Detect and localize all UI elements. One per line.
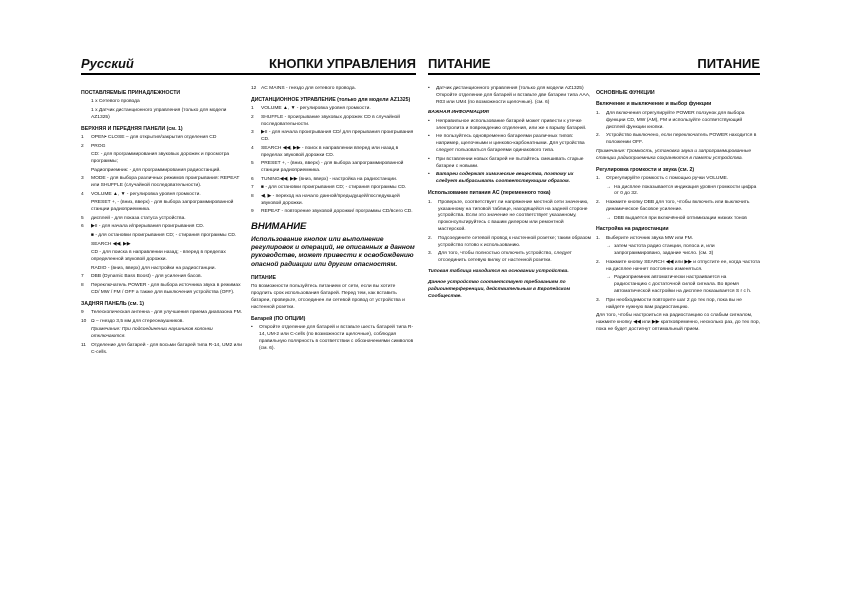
radio-list-2 — [596, 260, 760, 274]
item-number — [81, 152, 91, 166]
list-item — [81, 144, 245, 151]
bullet-text: Откройте отделение для батарей и вставьте шесть батарей типа R-14, UM-2 или C-cells (по возможности щелочные), соблюдая правильную полярность в соответствии с обозначениями символов (см. 6). — [259, 325, 414, 352]
radio-arrow-2: → Радиоприемник автоматически настраивается на радиостанцию с достаточной силой сигнала. Во время автоматической настройки на дисплее показывается S r c h. — [596, 275, 760, 296]
item-text: PRESET +, - (вниз, вверх) - для выбора запрограммированной станции радиоприемника. — [91, 200, 234, 213]
item-text: SEARCH ◀◀, ▶▶ - поиск в направлении вперед или назад в пределах звуковой дорожки CD. — [261, 145, 399, 158]
list-item — [596, 111, 760, 132]
bullet-icon: • — [428, 118, 430, 124]
list-item — [81, 283, 245, 297]
item-text: ■ - для остановки проигрывания CD; - стирания программы CD. — [91, 232, 237, 238]
bullet-item — [428, 134, 592, 155]
item-text: Нажмите кнопку DBB для того, чтобы включить или выключить динамическое басовое усиление. — [606, 200, 750, 212]
radio-tail: Для того, чтобы настроиться на радиостанцию со слабым сигналом, нажмите кнопку ◀◀ или ▶▶ кратковременно, несколько раз, до тех пор, пока не будет достигнут оптимальный прием. — [596, 313, 760, 333]
bullet-icon: • — [428, 134, 430, 140]
item-text: VOLUME ▲, ▼ - регулировка уровня громкости. — [261, 106, 371, 112]
item-text: Устройство выключено, если переключатель POWER находится в положении OFF. — [606, 133, 757, 146]
item-number: 8 — [251, 193, 254, 199]
list-item — [428, 251, 592, 265]
item-text: Радиоприемник: - для программирования радиостанций. — [91, 167, 221, 173]
column-4 — [596, 86, 760, 336]
list-item — [596, 260, 760, 274]
front-panel-list — [81, 135, 245, 296]
item-number: 7 — [251, 185, 254, 191]
radio-heading: Настройка на радиостанции — [596, 226, 669, 233]
list-item — [251, 146, 415, 160]
volume-arrow-1-text: На дисплее показывается индикация уровня громкости цифра от 0 до 32. — [614, 184, 757, 197]
list-item — [251, 161, 415, 175]
list-item — [251, 115, 415, 129]
bullet-item — [428, 119, 592, 133]
item-text: SEARCH ◀◀, ▶▶ — [91, 241, 131, 247]
list-item — [596, 133, 760, 147]
item-text: REPEAT - повторение звуковой дорожки/ программы CD/всего CD. — [261, 209, 413, 215]
bullet-icon: • — [428, 156, 430, 162]
list-item — [81, 168, 245, 175]
ac-heading: Использование питания AC (переменного тока) — [428, 190, 551, 197]
item-text: AC MAINS - гнездо для сетевого провода. — [261, 86, 356, 91]
back-panel-list-2 — [81, 343, 245, 357]
list-item — [251, 209, 415, 216]
item-number: 3 — [81, 176, 84, 182]
item-number: 1 — [81, 135, 84, 141]
rating-note: Типовая таблица находится на основании устройства. — [428, 269, 569, 275]
accessory-item: 1 x Датчик дистанционного управления (только для модели AZ1325) — [91, 107, 227, 120]
radio-arrow-2-text: Радиоприемник автоматически настраивается на радиостанцию с достаточной силой сигнала. Во время автоматической настройки на дисплее показывается S r c h. — [614, 275, 752, 295]
item-text: Для включения отрегулируйте POWER ползунок для выбора функции CD, MW (AM), FM и используйте соответствующий дисплей функции кнопки. — [606, 110, 745, 130]
remote-battery-list — [428, 86, 592, 107]
item-number: 1. — [596, 235, 601, 241]
list-item — [596, 176, 760, 183]
item-number: 8 — [81, 282, 84, 288]
list-item — [428, 236, 592, 250]
accessory-item: 1 x Сетевого провода — [91, 99, 140, 105]
item-text: SHUFFLE - проигрывание звуковых дорожек CD в случайной последовательности. — [261, 114, 400, 127]
power-heading: ПИТАНИЕ — [251, 274, 276, 281]
bullet-text: Датчик дистанционного управления (только для модели AZ1325) Откройте отделение для батарей и вставьте две батареи типа AAA, R03 или UM4 (по возможности щелочные). (см. 6) — [436, 86, 591, 105]
important-bold-item: • Батареи содержат химические вещества, поэтому их следует выбрасывать соответствующим образом. — [428, 172, 592, 186]
list-item — [251, 130, 415, 144]
list-item — [81, 233, 245, 240]
item-text: RADIO - (вниз, вверх) для настройки на радиостанции. — [91, 265, 216, 271]
battery-list — [251, 325, 415, 353]
bullet-item — [251, 325, 415, 353]
item-text: OPEN• CLOSE – для открытия/закрытия отделения CD — [91, 135, 217, 141]
list-item — [81, 274, 245, 281]
item-text: DBB (Dynamic Bass Boost) - для усиления басов. — [91, 274, 203, 280]
warning-body: Использование кнопок или выполнение регулировок и операций, не описанных в данном руководстве, может привести к освобождению опасной радиации или другим опасностям. — [251, 235, 415, 268]
item-number: 11 — [81, 342, 86, 348]
onoff-list — [596, 111, 760, 147]
list-item — [81, 310, 245, 317]
item-number: 1 — [251, 106, 254, 112]
list-item — [81, 319, 245, 326]
volume-list-2 — [596, 200, 760, 214]
ac-mains-list — [251, 86, 415, 93]
interference-note: Данное устройство соответствует требованиям по радиоинтерференции, действительным в Европейском Сообществе. — [428, 280, 571, 300]
item-text: дисплей - для показа статуса устройства. — [91, 215, 186, 221]
radio-arrow-1: → затем частота радио станции, полоса и, или запрограммировано, задание число. (см. 3) — [596, 244, 760, 258]
list-item — [428, 200, 592, 235]
bullet-item — [428, 86, 592, 107]
list-item — [251, 177, 415, 184]
item-number: 7 — [81, 274, 84, 280]
item-number: 2. — [596, 259, 601, 265]
item-text: Ω – гнездо 3,5 мм для стереонаушников. — [91, 318, 184, 324]
item-text: Подсоедините сетевой провод к настенной розетке; таким образом устройство готово к использованию. — [438, 235, 591, 248]
list-item — [251, 185, 415, 192]
bullet-text: При вставлении новых батарей не пытайтесь смешивать старые батареи с новыми. — [436, 156, 584, 169]
list-item — [251, 194, 415, 208]
item-text: При необходимости повторите шаг 2 до тех пор, пока вы не найдете нужную вам радиостанцию. — [606, 297, 742, 310]
list-item — [81, 135, 245, 142]
header-rule-right — [428, 73, 760, 75]
list-item — [81, 200, 245, 214]
controls-title: КНОПКИ УПРАВЛЕНИЯ — [269, 56, 416, 71]
item-number: 3. — [596, 297, 601, 303]
radio-arrow-1-text: затем частота радио станции, полоса и, или запрограммировано, задание число. (см. 3) — [614, 244, 715, 257]
list-item — [81, 242, 245, 249]
onoff-heading: Включение и выключение и выбор функции — [596, 101, 712, 108]
item-number: 9 — [81, 309, 84, 315]
power-text: По возможности пользуйтесь питанием от сети, если вы хотите продлить срок использования батарей. Перед тем, как вставить батареи, проверьте, отсоединен ли сетевой провод от устройства и настенной розетки. — [251, 284, 405, 311]
item-number: 2. — [596, 133, 601, 139]
remote-heading: ДИСТАНЦИОННОЕ УПРАВЛЕНИЕ (только для модели AZ1325) — [251, 96, 411, 103]
volume-arrow-2: → DBB выдаётся при включённой оптимизации низких тонов — [596, 216, 760, 223]
item-text: Отрегулируйте громкость с помощью ручки VOLUME. — [606, 175, 729, 181]
item-number: 3 — [251, 130, 254, 136]
remote-list — [251, 106, 415, 216]
item-number — [81, 250, 91, 264]
onoff-note: Примечание: Громкость, установка звука и запрограммированные станции радиоприемника сохраняются в памяти устройства. — [596, 148, 752, 161]
bullet-item — [428, 157, 592, 171]
radio-list — [596, 236, 760, 243]
item-number — [81, 200, 91, 214]
back-panel-note: Примечание: При подсоединении наушников колонки отключаются. — [91, 327, 213, 339]
item-text: ▶II - для начала и/прерывания проигрывания CD. — [91, 224, 205, 230]
item-text: Нажмите кнопку SEARCH ◀◀ или ▶▶ и отпустите ее, когда частота на дисплее начнет постоянно изменяться. — [606, 259, 760, 272]
item-text: Отделение для батарей - для восьми батарей типа R-14, UM2 или C-cells. — [91, 342, 242, 355]
item-number — [81, 233, 91, 240]
item-text: PRESET +, - (вниз, вверх) - для выбора запрограммированной станции радиоприемника. — [261, 161, 404, 174]
important-list — [428, 119, 592, 171]
warning-heading: ВНИМАНИЕ — [251, 221, 307, 233]
power-title-left: ПИТАНИЕ — [428, 56, 491, 71]
item-number: 10 — [81, 318, 87, 324]
bullet-text: Неправильное использование батарей может привести к утечке электролита и повреждению отделения, или же к взрыву батарей. — [436, 118, 587, 131]
item-text: Проверьте, соответствует ли напряжение местной сети значению, указанному на типовой таблице, находящейся на задней стороне устройства. Если это значение не соответствует указанному, проконсультируйтесь с вашим дилером или ремонтной мастерской. — [438, 199, 589, 233]
list-item — [81, 343, 245, 357]
list-item — [596, 236, 760, 243]
item-text: Выберите источник звука MW или FM. — [606, 235, 694, 241]
item-text: ▶II - для начала проигрывания CD/ для прерывания проигрывания CD. — [261, 130, 414, 143]
language-title: Русский — [81, 56, 134, 71]
item-text: Переключатель POWER - для выбора источника звука в режимах CD/ MW / FM / OFF а также для выключения устройства (OFF). — [91, 282, 241, 295]
item-number: 6 — [81, 224, 84, 230]
item-number: 5 — [81, 215, 84, 221]
item-number: 12 — [251, 86, 257, 91]
item-number: 5 — [251, 161, 254, 167]
list-item — [251, 106, 415, 113]
list-item — [596, 298, 760, 312]
item-text: ◀, ▶ - переход на начало данной/предыдущей/последующей звуковой дорожки. — [261, 193, 400, 206]
item-text: Телескопическая антенна - для улучшения приема диапазона FM. — [91, 309, 243, 315]
volume-arrow-2-text: DBB выдаётся при включённой оптимизации низких тонов — [614, 215, 747, 221]
power-title-right: ПИТАНИЕ — [697, 56, 760, 71]
item-text: VOLUME ▲, ▼ - регулировка уровня громкости. — [91, 191, 201, 197]
item-number: 4 — [81, 191, 84, 197]
list-item — [81, 266, 245, 273]
column-3 — [428, 86, 592, 305]
item-text: ■ - для остановки проигрывания CD; - стирания программы CD. — [261, 185, 407, 191]
item-text: CD: - для программирования звуковых дорожек и просмотра программы; — [91, 152, 230, 165]
header-rule-left — [81, 73, 416, 75]
basic-functions-heading: ОСНОВНЫЕ ФУНКЦИИ — [596, 90, 655, 96]
item-number: 1. — [428, 199, 433, 205]
list-item — [596, 200, 760, 214]
volume-heading: Регулировка громкости и звука (см. 2) — [596, 166, 695, 173]
item-number: 9 — [251, 209, 254, 215]
item-number: 4 — [251, 145, 254, 151]
important-bold-text: Батареи содержат химические вещества, поэтому их следует выбрасывать соответствующим образом. — [436, 172, 574, 185]
bullet-icon: • — [428, 86, 430, 91]
list-item — [81, 224, 245, 231]
item-text: Для того, чтобы полностью отключить устройство, следует отсоединить сетевую вилку от настенной розетки. — [438, 251, 572, 264]
accessories-heading: ПОСТАВЛЯЕМЫЕ ПРИНАДЛЕЖНОСТИ — [81, 90, 181, 96]
volume-list — [596, 176, 760, 183]
item-text: MODE - для выбора различных режимов проигрывания: REPEAT или SHUFFLE (случайной последовательности). — [91, 176, 240, 189]
column-2 — [251, 86, 415, 355]
important-heading: ВАЖНАЯ ИНФОРМАЦИЯ! — [428, 109, 490, 115]
list-item — [81, 192, 245, 199]
item-text: TUNING◀◀, ▶▶ (вниз, вверх) - настройка на радиостанции. — [261, 176, 398, 182]
bullet-text: Не пользуйтесь одновременно батареями различных типов: например, щелочными и цинково-карбонатными. Для устройства следует пользоваться батареями одинакового типа. — [436, 134, 585, 154]
item-number — [81, 242, 91, 249]
battery-heading: Батарей (ПО ОПЦИИ) — [251, 316, 306, 323]
item-number: 1. — [596, 110, 601, 116]
item-number: 2 — [251, 114, 254, 120]
item-number: 2. — [596, 200, 601, 206]
column-1 — [81, 86, 245, 358]
item-text: CD - для поиска в направлении назад; - вперед в пределах определенной звуковой дорожки. — [91, 250, 226, 263]
back-panel-list — [81, 310, 245, 326]
item-number: 3. — [428, 251, 433, 257]
item-number: 1. — [596, 175, 601, 181]
item-number: 6 — [251, 176, 254, 182]
list-item — [81, 152, 245, 166]
list-item — [81, 250, 245, 264]
item-text: PROG — [91, 143, 106, 149]
radio-list-3 — [596, 298, 760, 312]
ac-list — [428, 200, 592, 266]
volume-arrow-1: → На дисплее показывается индикация уровня громкости цифра от 0 до 32. — [596, 185, 760, 199]
item-number — [81, 168, 91, 175]
item-number: 2 — [81, 143, 84, 149]
item-number — [81, 266, 91, 273]
front-panel-heading: ВЕРХНЯЯ И ПЕРЕДНЯЯ ПАНЕЛИ (см. 1) — [81, 125, 183, 132]
bullet-icon: • — [251, 325, 253, 331]
list-item — [251, 86, 415, 93]
list-item — [81, 216, 245, 223]
back-panel-heading: ЗАДНЯЯ ПАНЕЛЬ (см. 1) — [81, 300, 144, 307]
item-number: 2. — [428, 235, 433, 241]
list-item — [81, 176, 245, 190]
